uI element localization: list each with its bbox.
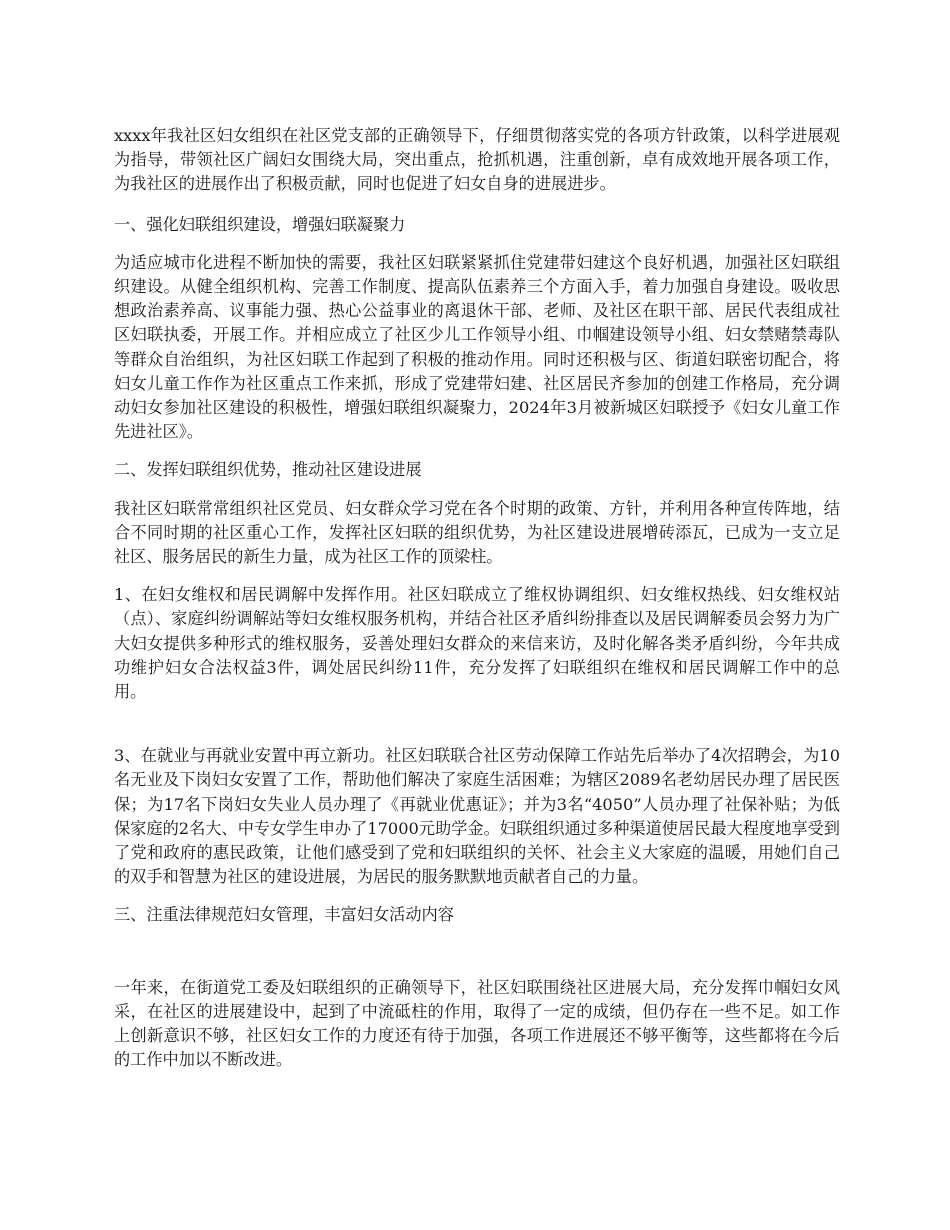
section-2-heading: 二、发挥妇联组织优势，推动社区建设进展 xyxy=(114,460,422,480)
section-1-heading: 一、强化妇联组织建设，增强妇联凝聚力 xyxy=(114,214,406,234)
item-3-paragraph: 3、在就业与再就业安置中再立新功。社区妇联联合社区劳动保障工作站先后举办了4次招聘会，为10名无业及下岗妇女安置了工作，帮助他们解决了家庭生活困难；为辖区2089名老幼居民办理了居民医保；为17名下岗妇女失业人员办理了《再就业优惠证》；并为3名“4050”人员办理了社保补贴；为低保家庭的2名大、中专女学生申办了17000元助学金。妇联组织通过多种渠道使居民最大程度地享受到了党和政府的惠民政策，让他们感受到了党和妇联组织的关怀、社会主义大家庭的温暖，用她们自己的双手和智慧为社区的建设进展，为居民的服务默默地贡献者自己的力量。 xyxy=(114,746,840,887)
section-2-paragraph: 我社区妇联常常组织社区党员、妇女群众学习党在各个时期的政策、方针，并利用各种宣传阵地，结合不同时期的社区重心工作，发挥社区妇联的组织优势，为社区建设进展增砖添瓦，已成为一支立足社区、服务居民的新生力量，成为社区工作的顶梁柱。 xyxy=(114,498,840,567)
section-3-heading: 三、注重法律规范妇女管理，丰富妇女活动内容 xyxy=(114,905,454,925)
document-page xyxy=(114,124,840,1073)
section-1-paragraph: 为适应城市化进程不断加快的需要，我社区妇联紧紧抓住党建带妇建这个良好机遇，加强社区妇联组织建设。从健全组织机构、完善工作制度、提高队伍素养三个方面入手，着力加强自身建设。吸收思想政治素养高、议事能力强、热心公益事业的离退休干部、老师、及社区在职干部、居民代表组成社区妇联执委，开展工作。并相应成立了社区少儿工作领导小组、巾帼建设领导小组、妇女禁赌禁毒队等群众自治组织，为社区妇联工作起到了积极的推动作用。同时还积极与区、街道妇联密切配合，将妇女儿童工作作为社区重点工作来抓，形成了党建带妇建、社区居民齐参加的创建工作格局，充分调动妇女参加社区建设的积极性，增强妇联组织凝聚力，2024年3月被新城区妇联授予《妇女儿童工作先进社区》。 xyxy=(114,252,840,442)
intro-paragraph: xxxx年我社区妇女组织在社区党支部的正确领导下，仔细贯彻落实党的各项方针政策，以科学进展观为指导，带领社区广阔妇女围绕大局，突出重点，抢抓机遇，注重创新，卓有成效地开展各项工作，为我社区的进展作出了积极贡献，同时也促进了妇女自身的进展进步。 xyxy=(114,126,840,194)
item-1-paragraph: 1、在妇女维权和居民调解中发挥作用。社区妇联成立了维权协调组织、妇女维权热线、妇女维权站（点）、家庭纠纷调解站等妇女维权服务机构，并结合社区矛盾纠纷排查以及居民调解委员会努力为广大妇女提供多种形式的维权服务，妥善处理妇女群众的来信来访，及时化解各类矛盾纠纷，今年共成功维护妇女合法权益3件，调处居民纠纷11件，充分发挥了妇联组织在维权和居民调解工作中的总用。 xyxy=(114,585,840,702)
conclusion-paragraph: 一年来，在街道党工委及妇联组织的正确领导下，社区妇联围绕社区进展大局，充分发挥巾帼妇女风采，在社区的进展建设中，起到了中流砥柱的作用，取得了一定的成绩，但仍存在一些不足。如工作上创新意识不够，社区妇女工作的力度还有待于加强，各项工作进展还不够平衡等，这些都将在今后的工作中加以不断改进。 xyxy=(114,977,840,1070)
